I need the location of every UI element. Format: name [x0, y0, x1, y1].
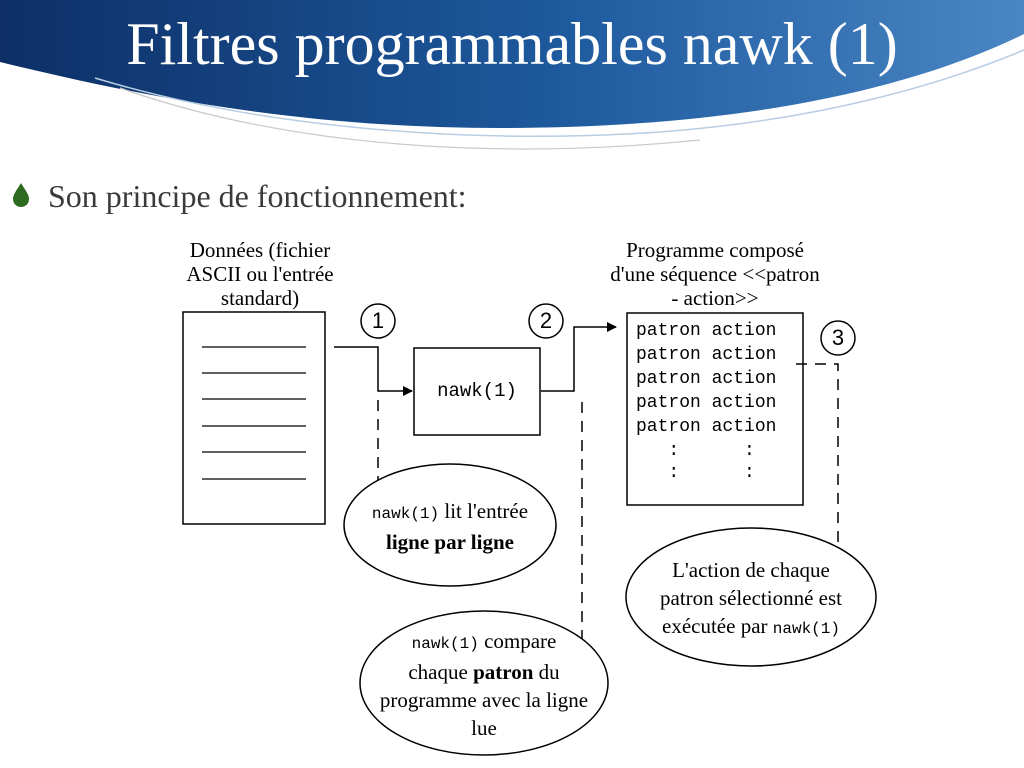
bubble-2-line-3: programme avec la ligne [379, 688, 589, 712]
bubble-2-text [364, 627, 604, 742]
bubble-2-post: du [538, 660, 560, 684]
bubble-2-text1: compare [484, 629, 557, 653]
data-document-box [183, 312, 325, 524]
bubble-2-cmd: nawk(1) [411, 635, 479, 653]
bubble-1-line-1 [350, 497, 550, 528]
bubble-3-line-3 [636, 612, 866, 643]
bubble-2-line-2 [364, 658, 604, 686]
step-3-number: 3 [831, 325, 845, 350]
program-line: patron action [636, 417, 777, 437]
step-1-number: 1 [371, 308, 385, 333]
program-label-line: d'une séquence <<patron [610, 262, 820, 286]
program-label-line: Programme composé [626, 238, 804, 262]
program-line: patron action [636, 369, 777, 389]
bubble-3-line-1: L'action de chaque [672, 558, 830, 582]
bubble-3-line-2: patron sélectionné est [660, 586, 842, 610]
bubble-1-text [350, 497, 550, 556]
bubble-1-cmd: nawk(1) [371, 505, 440, 523]
bullet-text: Son principe de fonctionnement: [48, 178, 467, 214]
bubble-3-text [636, 556, 866, 643]
data-label-line: standard) [220, 286, 300, 310]
program-line: patron action [636, 321, 777, 341]
slide-title: Filtres programmables nawk (1) [126, 11, 898, 77]
bubble-2-pre: chaque [408, 660, 468, 684]
data-label-line: Données (fichier [189, 238, 331, 262]
arrow-data-to-nawk [334, 347, 412, 391]
program-line: patron action [636, 393, 777, 413]
bubble-2-line-1 [364, 627, 604, 658]
program-line: patron action [636, 345, 777, 365]
bubble-2-bold: patron [473, 660, 534, 684]
program-label [585, 238, 845, 310]
program-line: : : [636, 463, 755, 483]
bubble-1-text1: lit l'entrée [444, 499, 529, 523]
data-label [160, 238, 360, 310]
bubble-3-cmd: nawk(1) [772, 620, 840, 638]
bubble-2-line-4: lue [471, 716, 497, 740]
program-label-line: - action>> [671, 286, 759, 310]
step-2-number: 2 [539, 308, 553, 333]
data-label-line: ASCII ou l'entrée [186, 262, 334, 286]
nawk-box-label: nawk(1) [437, 380, 517, 402]
program-line: : : [636, 441, 755, 461]
bubble-1-bold: ligne par ligne [386, 530, 514, 554]
bubble-3-pre: exécutée par [662, 614, 768, 638]
bubble-1-line-2 [350, 528, 550, 556]
